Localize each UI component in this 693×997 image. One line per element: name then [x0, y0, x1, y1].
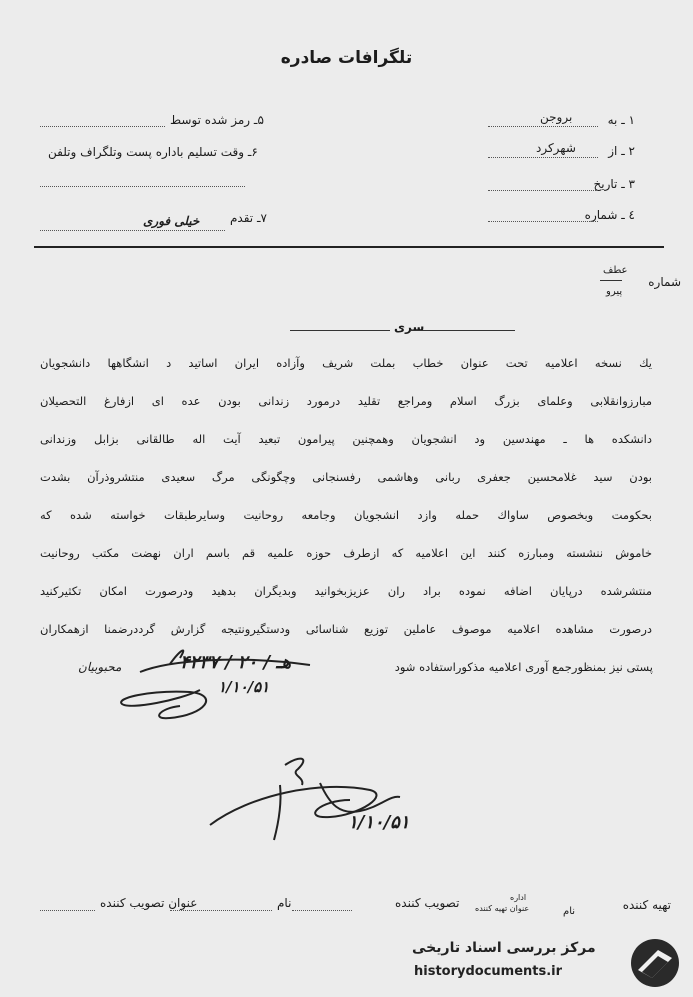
- name-line: [170, 910, 272, 911]
- number-line: [488, 221, 598, 222]
- watermark-title: مرکز بررسی اسناد تاریخی: [412, 940, 596, 956]
- reference-prior: پیرو: [606, 286, 623, 297]
- name-label-2: نام: [277, 896, 292, 910]
- header-divider: [34, 246, 664, 248]
- prepared-title-label: عنوان تهیه کننده: [475, 904, 530, 913]
- prepared-by-label: تهیه کننده: [622, 898, 671, 912]
- archive-logo-icon: [628, 936, 682, 990]
- priority-line: [40, 230, 225, 231]
- classification-line-left: [290, 330, 390, 331]
- from-label: ۲ ـ از: [608, 144, 635, 158]
- delivery-line: [40, 186, 245, 187]
- to-line: [488, 126, 598, 127]
- priority-value: خیلی فوری: [143, 214, 200, 228]
- from-line: [488, 157, 598, 158]
- body-line-5: بحکومت وبخصوص ساواك حمله وازد انشجویان وجامعه روحانیت وسایرطبقات خواسته شده که: [40, 508, 652, 522]
- body-line-3: دانشکده ها ـ مهندسین ود انشجویان وهمچنین پیرامون تبعید آیت اله طالقانی بزابل وزندانی: [40, 432, 652, 446]
- signature-1: [110, 640, 320, 740]
- handwritten-number: ۴۲۳۷ / ۲۰ / هـ: [180, 652, 291, 673]
- title-line: [40, 910, 95, 911]
- body-line-9: پستی نیز بمنظورجمع آوری اعلامیه مذکوراستفاده شود: [394, 660, 653, 674]
- to-value: بروجن: [540, 110, 573, 124]
- body-line-2: مبارزوانقلابی وعلمای بزرگ اسلام ومراجع تقلید درمورد زندانی بودن عده ای ازفارغ التحصیلان: [40, 394, 652, 408]
- reference-follow: عطف: [603, 265, 628, 276]
- priority-label: ۷ـ تقدم: [230, 211, 267, 225]
- body-line-1: یك نسخه اعلامیه تحت عنوان خطاب بملت شریف وآزاده ایران اساتید د انشگاهها دانشجویان: [40, 356, 652, 370]
- encoded-line: [40, 126, 165, 127]
- page-title: تلگرافات صادره: [280, 48, 413, 68]
- classification-label: سری: [394, 320, 425, 334]
- approver-line: [292, 910, 352, 911]
- approver-label: تصویب کننده: [395, 896, 460, 910]
- encoded-label: ۵ـ رمز شده توسط: [170, 113, 264, 127]
- body-line-7: منتشرشده درپایان اضافه نموده براد ران عزیزبخوانید وبدیگران بدهید ودرصورت امکان تکثیرکنید: [40, 584, 652, 598]
- watermark-url: historydocuments.ir: [414, 964, 563, 979]
- handwritten-name: محبوبیان: [78, 660, 122, 674]
- handwritten-date-2: ۱/۱۰/۵۱: [348, 812, 410, 833]
- name-label-1: نام: [563, 906, 576, 917]
- number-label: ٤ ـ شماره: [584, 208, 635, 222]
- body-line-8: درصورت مشاهده اعلامیه موصوف عاملین توزیع شناسائی ودستگیرونتیجه گزارش گرددرضمنا ازهمکاران: [40, 622, 652, 636]
- reference-divider: [600, 280, 622, 281]
- to-label: ۱ ـ به: [607, 113, 635, 127]
- department-label: اداره: [510, 893, 527, 902]
- delivery-label: ۶ـ وقت تسلیم باداره پست وتلگراف وتلفن: [48, 145, 258, 159]
- signature-2: [190, 745, 420, 855]
- date-line: [488, 190, 598, 191]
- body-line-6: خاموش ننشسته ومبارزه کنند این اعلامیه که ازطرف حوزه علمیه قم باسم اران نهضت مکتب روحانیت: [40, 546, 652, 560]
- handwritten-date-1: ۱/۱۰/۵۱: [218, 678, 270, 696]
- body-line-4: بودن سید غلامحسین جعفری ربانی وهاشمی رفسنجانی وچگونگی مرگ سعیدی منتشروذرآن بشدت: [40, 470, 652, 484]
- classification-line: [410, 330, 515, 331]
- approver-title-label: عنوان تصویب کننده: [100, 896, 198, 910]
- date-label: ۳ ـ تاریخ: [593, 177, 635, 191]
- reference-label: شماره: [648, 275, 681, 289]
- from-value: شهرکرد: [536, 141, 576, 155]
